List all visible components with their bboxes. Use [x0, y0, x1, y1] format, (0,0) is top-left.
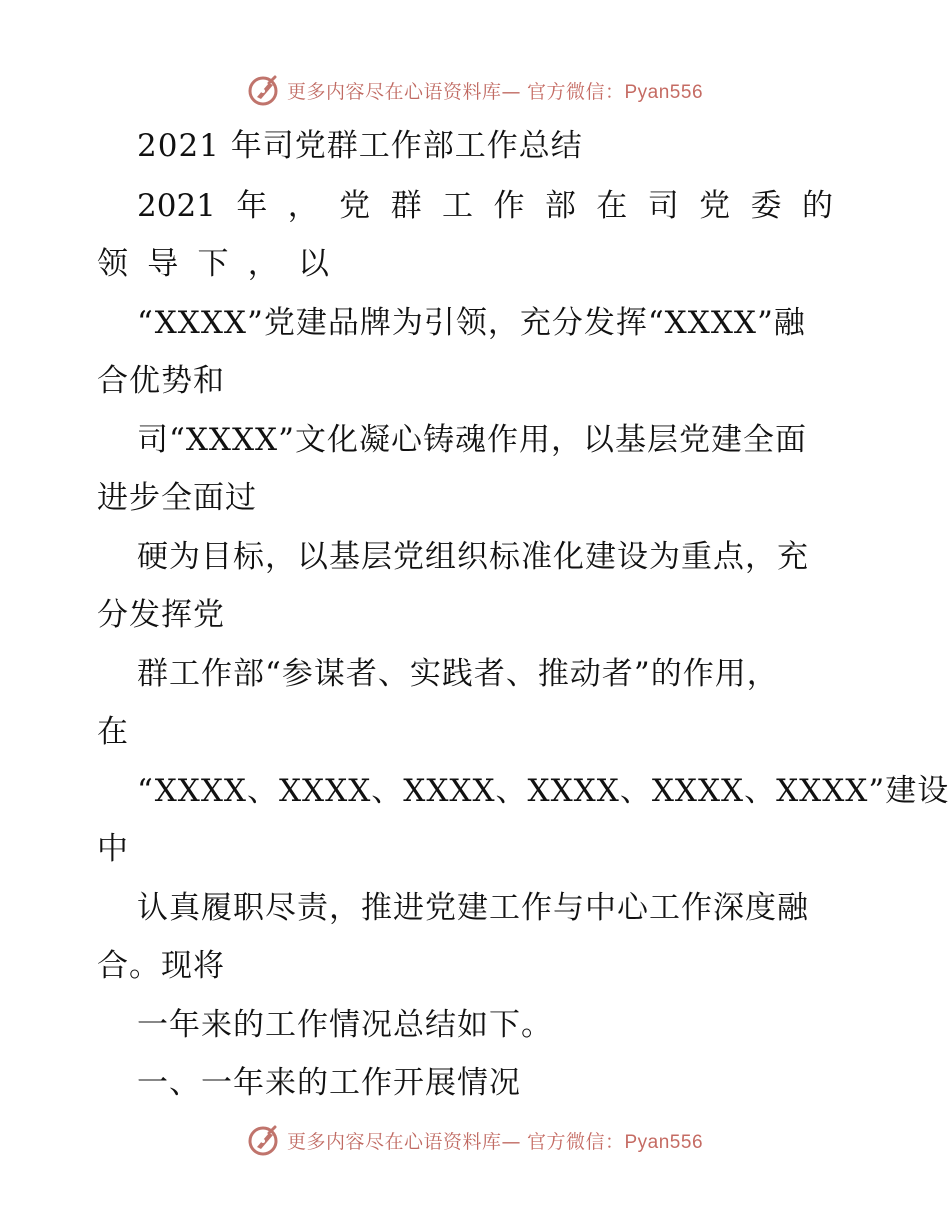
para1-line10: 在 [97, 714, 129, 750]
para1-line11: “XXXX、XXXX、XXXX、XXXX、XXXX、XXXX”建设 [137, 773, 950, 809]
text-token: 委 [750, 188, 782, 224]
text-token: 导 [147, 246, 179, 282]
para1-line8: 分发挥党 [97, 597, 225, 633]
text-token: 年 [236, 188, 268, 224]
watermark-wechat: 官方微信：Pyan556 [527, 1131, 704, 1153]
text-token: 党 [699, 188, 731, 224]
text-token: 党 [339, 188, 371, 224]
para1-line9: 群工作部“参谋者、实践者、推动者”的作用， [137, 656, 779, 692]
para1-line12: 中 [97, 831, 129, 867]
fountain-pen-seal-icon [247, 1123, 281, 1157]
para1-line3: “XXXX”党建品牌为引领，充分发挥“XXXX”融 [137, 305, 806, 341]
document-title: 2021 年司党群工作部工作总结 [137, 128, 583, 164]
para1-line15: 一年来的工作情况总结如下。 [137, 1007, 553, 1043]
para1-line5: 司“XXXX”文化凝心铸魂作用，以基层党建全面 [137, 422, 807, 458]
text-token: 领 [97, 246, 128, 282]
para1-line2 [97, 244, 329, 284]
text-token: 2021 [137, 188, 216, 224]
footer-watermark [0, 1120, 950, 1160]
text-token: 工 [442, 188, 474, 224]
para1-line7: 硬为目标，以基层党组织标准化建设为重点，充 [137, 539, 809, 575]
text-token: 司 [647, 188, 679, 224]
fountain-pen-seal-icon [247, 73, 281, 107]
watermark-wechat: 官方微信：Pyan556 [527, 81, 704, 103]
para1-line13: 认真履职尽责，推进党建工作与中心工作深度融 [137, 890, 809, 926]
text-token: 部 [544, 188, 576, 224]
header-watermark [0, 70, 950, 110]
text-token: 的 [801, 188, 833, 224]
text-token: 群 [390, 188, 422, 224]
para1-line14: 合。现将 [97, 948, 225, 984]
para1-line4: 合优势和 [97, 363, 225, 399]
para1-line1 [137, 186, 833, 226]
text-token: ， [287, 188, 319, 224]
text-token: ， [247, 246, 279, 282]
watermark-text: 更多内容尽在心语资料库— [286, 1130, 521, 1153]
section1-heading: 一、一年来的工作开展情况 [137, 1065, 521, 1101]
para1-line6: 进步全面过 [97, 480, 257, 516]
watermark-text: 更多内容尽在心语资料库— [286, 80, 521, 103]
text-token: 作 [493, 188, 525, 224]
text-token: 以 [298, 246, 329, 282]
text-token: 下 [197, 246, 229, 282]
text-token: 在 [596, 188, 628, 224]
